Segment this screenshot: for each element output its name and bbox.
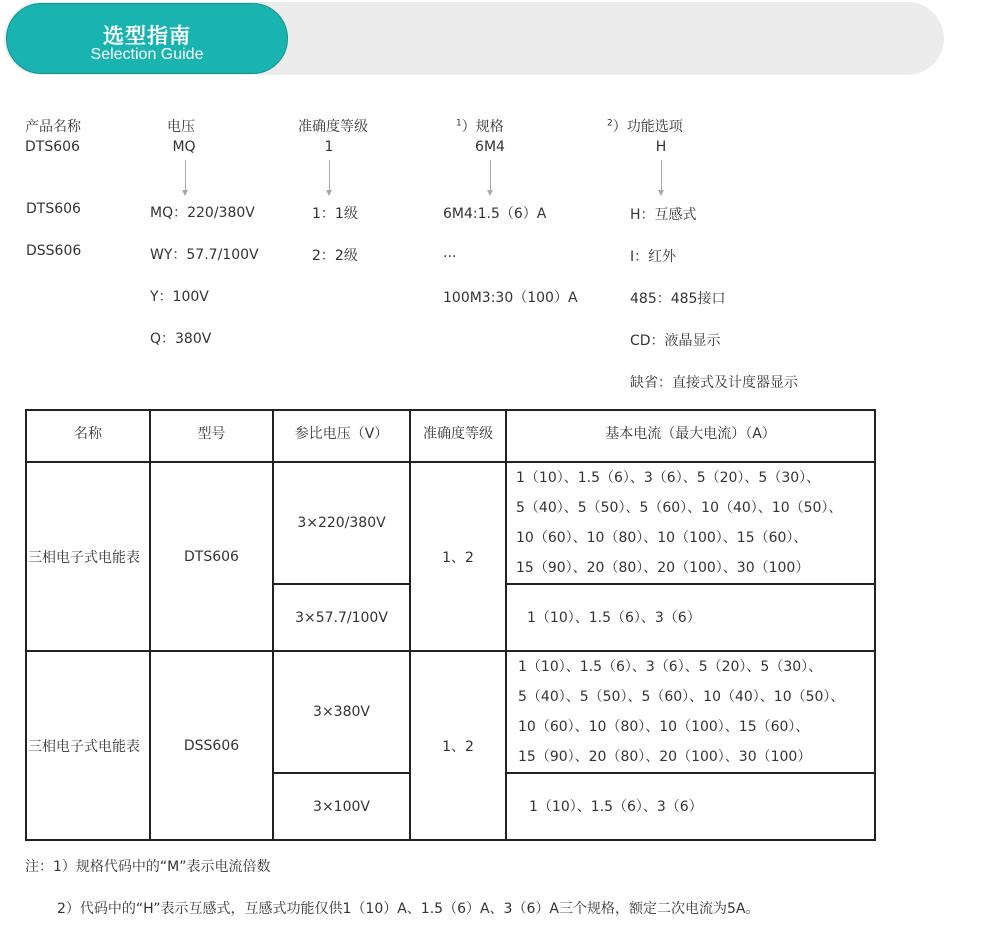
- section-title-pill: [6, 3, 288, 74]
- header-accuracy: 准确度等级: [298, 119, 368, 135]
- current-line: 15（90）、20（80）、20（100）、30（100）: [518, 749, 812, 765]
- cell-current: [506, 651, 875, 773]
- cell-voltage: 3×380V: [273, 651, 410, 773]
- current-line: 1（10）、1.5（6）、3（6）、5（20）、5（30）、: [518, 659, 823, 675]
- header-function-label: ）功能选项: [612, 119, 683, 135]
- function-option: 缺省：直接式及计度器显示: [630, 375, 798, 391]
- cell-voltage: 3×100V: [273, 773, 410, 840]
- voltage-option: WY：57.7/100V: [150, 247, 259, 263]
- current-line: 5（40）、5（50）、5（60）、10（40）、10（50）、: [518, 689, 845, 705]
- cell-voltage: 3×220/380V: [273, 462, 410, 584]
- product-option: DSS606: [26, 243, 82, 259]
- current-line: 10（60）、10（80）、10（100）、15（60）、: [516, 530, 808, 546]
- note-2: 2）代码中的“H”表示互感式，互感式功能仅供1（10）A、1.5（6）A、3（6）A三个规格，额定二次电流为5A。: [57, 901, 760, 917]
- table-row: [26, 651, 875, 773]
- header-spec: [456, 116, 504, 136]
- section-title-cn: 选型指南: [103, 24, 191, 48]
- cell-accuracy: 1、2: [410, 651, 506, 840]
- function-option: H：互感式: [630, 207, 697, 223]
- example-product: DTS606: [25, 139, 80, 155]
- header-function: [607, 116, 683, 136]
- accuracy-option: 2：2级: [312, 248, 358, 264]
- spec-table: [25, 409, 876, 841]
- cell-current: [506, 462, 875, 584]
- header-product: 产品名称: [25, 119, 81, 135]
- cell-voltage: 3×57.7/100V: [273, 584, 410, 651]
- arrow-down-icon: [185, 160, 186, 191]
- table-row: [26, 462, 875, 584]
- current-line: 5（40）、5（50）、5（60）、10（40）、10（50）、: [516, 500, 843, 516]
- th-name: 名称: [26, 410, 150, 462]
- spec-option: 6M4:1.5（6）A: [443, 206, 547, 222]
- current-line: 10（60）、10（80）、10（100）、15（60）、: [518, 719, 810, 735]
- cell-current: 1（10）、1.5（6）、3（6）: [506, 584, 875, 651]
- cell-model: DSS606: [150, 651, 273, 840]
- accuracy-option: 1：1级: [312, 206, 358, 222]
- voltage-option: Q：380V: [150, 331, 212, 347]
- function-option: CD：液晶显示: [630, 333, 721, 349]
- example-voltage: MQ: [172, 139, 196, 155]
- arrow-down-icon: [329, 160, 330, 191]
- header-function-sup: 2: [607, 118, 613, 129]
- function-option: 485：485接口: [630, 291, 726, 307]
- header-spec-label: ）规格: [461, 119, 504, 135]
- function-option: I：红外: [630, 249, 677, 265]
- table-header-row: [26, 410, 875, 462]
- cell-name: 三相电子式电能表: [26, 462, 150, 651]
- cell-model: DTS606: [150, 462, 273, 651]
- th-current: 基本电流（最大电流）（A）: [506, 410, 875, 462]
- cell-accuracy: 1、2: [410, 462, 506, 651]
- header-voltage: 电压: [167, 119, 195, 135]
- example-spec: 6M4: [475, 139, 505, 155]
- cell-current: 1（10）、1.5（6）、3（6）: [506, 773, 875, 840]
- th-accuracy: 准确度等级: [410, 410, 506, 462]
- section-title-en: Selection Guide: [90, 46, 204, 63]
- example-accuracy: 1: [324, 139, 334, 155]
- arrow-down-icon: [490, 160, 491, 191]
- th-model: 型号: [150, 410, 273, 462]
- product-option: DTS606: [26, 201, 81, 217]
- arrow-down-icon: [661, 160, 662, 191]
- voltage-option: Y：100V: [150, 289, 209, 305]
- example-function: H: [655, 139, 667, 155]
- th-voltage: 参比电压（V）: [273, 410, 410, 462]
- current-line: 1（10）、1.5（6）、3（6）、5（20）、5（30）、: [516, 470, 821, 486]
- current-line: 15（90）、20（80）、20（100）、30（100）: [516, 560, 810, 576]
- spec-option: 100M3:30（100）A: [443, 290, 578, 306]
- spec-option: ...: [443, 245, 457, 261]
- note-1: 注：1）规格代码中的“M”表示电流倍数: [25, 859, 271, 875]
- voltage-option: MQ：220/380V: [150, 205, 255, 221]
- cell-name: 三相电子式电能表: [26, 651, 150, 840]
- header-spec-sup: 1: [456, 118, 462, 129]
